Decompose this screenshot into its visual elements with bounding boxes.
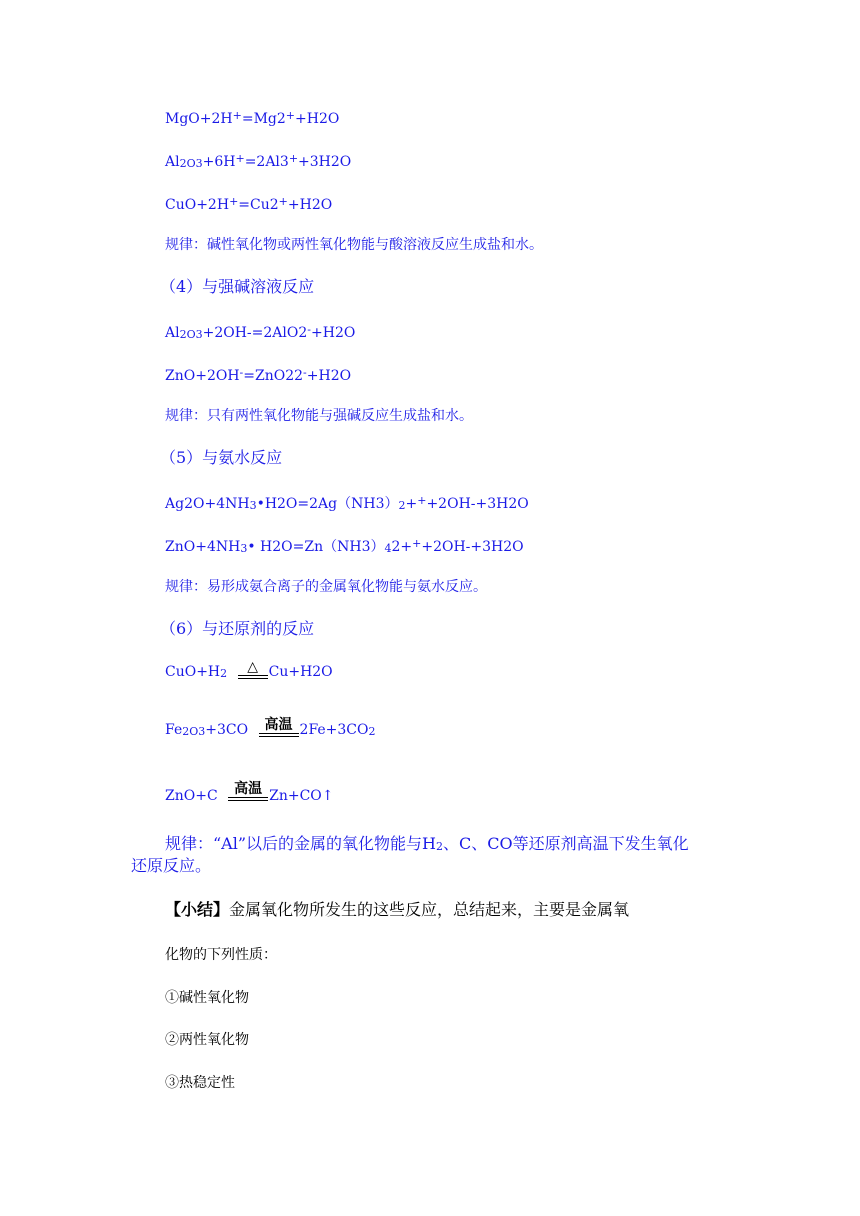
equation-zno-c: ZnO+C 高温 Zn+CO↑	[165, 781, 334, 804]
equation-cuo-h2: CuO+H2 △ Cu+H2O	[165, 663, 333, 683]
rule-reducing-line2: 还原反应。	[131, 856, 212, 875]
rule-base: 规律：只有两性氧化物能与强碱反应生成盐和水。	[165, 408, 473, 424]
equation-cuo-acid: CuO+2H+=Cu2++H2O	[165, 195, 333, 213]
property-item-3: ③热稳定性	[165, 1075, 235, 1091]
high-temperature-arrow: 高温	[228, 797, 268, 805]
equation-al2o3-acid: Al2O3+6H+=2Al3++3H2O	[165, 152, 352, 170]
summary-continuation: 化物的下列性质：	[165, 947, 277, 963]
section-heading-6: （6）与还原剂的反应	[160, 619, 315, 638]
equation-ag2o-ammonia: Ag2O+4NH3•H2O=2Ag（NH3）2+++2OH-+3H2O	[165, 494, 529, 512]
high-temperature-arrow: 高温	[259, 733, 299, 741]
equation-al2o3-base: Al2O3+2OH-=2AlO2-+H2O	[165, 323, 356, 341]
property-item-2: ②两性氧化物	[165, 1032, 249, 1048]
rule-reducing-line1: 规律：“Al”以后的金属的氧化物能与H2、C、CO等还原剂高温下发生氧化	[165, 834, 689, 853]
equation-fe2o3-co: Fe2O3+3CO 高温 2Fe+3CO2	[165, 721, 376, 741]
rule-acid: 规律：碱性氧化物或两性氧化物能与酸溶液反应生成盐和水。	[165, 237, 543, 253]
summary-paragraph: 【小结】金属氧化物所发生的这些反应，总结起来，主要是金属氧	[165, 900, 630, 919]
heat-condition-arrow: △	[238, 675, 268, 683]
property-item-1: ①碱性氧化物	[165, 990, 249, 1006]
section-heading-4: （4）与强碱溶液反应	[160, 277, 315, 296]
equation-zno-base: ZnO+2OH-=ZnO22-+H2O	[165, 366, 352, 384]
section-heading-5: （5）与氨水反应	[160, 448, 283, 467]
equation-zno-ammonia: ZnO+4NH3• H2O=Zn（NH3）42+++2OH-+3H2O	[165, 537, 524, 555]
equation-mgo-acid: MgO+2H+=Mg2++H2O	[165, 109, 340, 127]
rule-ammonia: 规律：易形成氨合离子的金属氧化物能与氨水反应。	[165, 579, 487, 595]
